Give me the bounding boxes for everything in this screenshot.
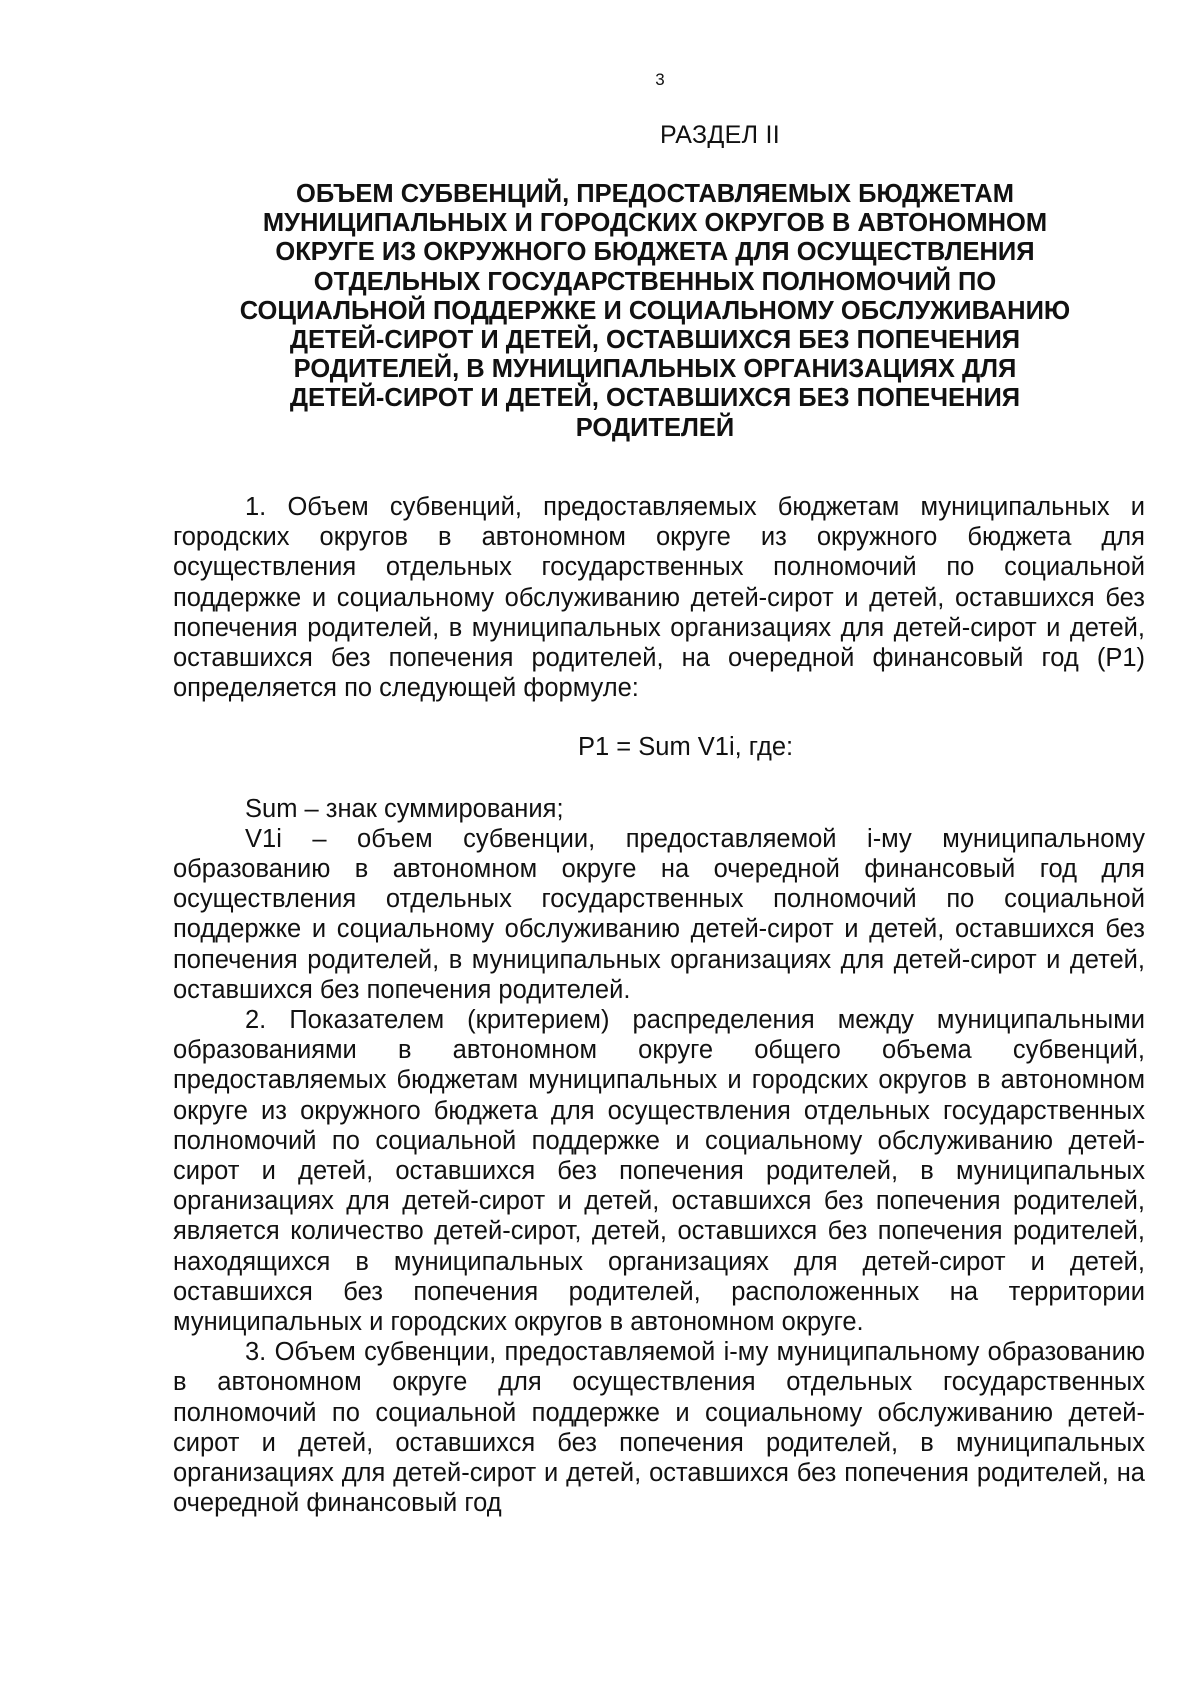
section-label: РАЗДЕЛ II — [659, 121, 781, 149]
section-title — [175, 180, 1135, 443]
document-body — [173, 492, 1145, 1519]
section-title-line: ДЕТЕЙ-СИРОТ И ДЕТЕЙ, ОСТАВШИХСЯ БЕЗ ПОПЕЧЕНИЯ — [289, 384, 1021, 413]
section-title-line: ОТДЕЛЬНЫХ ГОСУДАРСТВЕННЫХ ПОЛНОМОЧИЙ ПО — [313, 267, 997, 296]
section-title-line: МУНИЦИПАЛЬНЫХ И ГОРОДСКИХ ОКРУГОВ В АВТОНОМНОМ — [262, 209, 1048, 238]
section-title-line: СОЦИАЛЬНОЙ ПОДДЕРЖКЕ И СОЦИАЛЬНОМУ ОБСЛУЖИВАНИЮ — [239, 296, 1071, 325]
definition-sum: Sum – знак суммирования; — [245, 794, 564, 823]
paragraph-1: 1. Объем субвенций, предоставляемых бюджетам муниципальных и городских округов в автономном округе из окружного бюджета для осуществления отдельных государственных полномочий по социальной поддержке и социальному обслуживанию детей-сирот и детей, оставшихся без попечения родителей, в муниципальных организациях для детей-сирот и детей, оставшихся без попечения родителей, на очередной финансовый год (P1) определяется по следующей формуле: — [173, 493, 1145, 703]
page-number: 3 — [655, 70, 665, 89]
formula: P1 = Sum V1i, где: — [578, 733, 794, 762]
definition-v1i: V1i – объем субвенции, предоставляемой i-му муниципальному образованию в автономном округе на очередной финансовый год для осуществления отдельных государственных полномочий по социальной поддержке и социальному обслуживанию детей-сирот и детей, оставшихся без попечения родителей, в муниципальных организациях для детей-сирот и детей, оставшихся без попечения родителей. — [173, 824, 1145, 1004]
section-title-line: РОДИТЕЛЕЙ, В МУНИЦИПАЛЬНЫХ ОРГАНИЗАЦИЯХ ДЛЯ — [293, 355, 1017, 384]
section-title-line: ОКРУГЕ ИЗ ОКРУЖНОГО БЮДЖЕТА ДЛЯ ОСУЩЕСТВЛЕНИЯ — [275, 238, 1035, 267]
section-title-line: РОДИТЕЛЕЙ — [575, 413, 735, 442]
paragraph-3: 3. Объем субвенции, предоставляемой i-му муниципальному образованию в автономном округе для осуществления отдельных государственных полномочий по социальной поддержке и социальному обслуживанию детей-сирот и детей, оставшихся без попечения родителей, в муниципальных организациях для детей-сирот и детей, оставшихся без попечения родителей, на очередной финансовый год — [173, 1338, 1145, 1518]
paragraph-2: 2. Показателем (критерием) распределения между муниципальными образованиями в автономном округе общего объема субвенций, предоставляемых бюджетам муниципальных и городских округов в автономном округе из окружного бюджета для осуществления отдельных государственных полномочий по социальной поддержке и социальному обслуживанию детей-сирот и детей, оставшихся без попечения родителей, в муниципальных организациях для детей-сирот и детей, оставшихся без попечения родителей, является количество детей-сирот, детей, оставшихся без попечения родителей, находящихся в муниципальных организациях для детей-сирот и детей, оставшихся без попечения родителей, расположенных на территории муниципальных и городских округов в автономном округе. — [173, 1006, 1145, 1337]
section-title-line: ДЕТЕЙ-СИРОТ И ДЕТЕЙ, ОСТАВШИХСЯ БЕЗ ПОПЕЧЕНИЯ — [289, 326, 1021, 355]
section-title-line: ОБЪЕМ СУБВЕНЦИЙ, ПРЕДОСТАВЛЯЕМЫХ БЮДЖЕТАМ — [296, 180, 1014, 208]
